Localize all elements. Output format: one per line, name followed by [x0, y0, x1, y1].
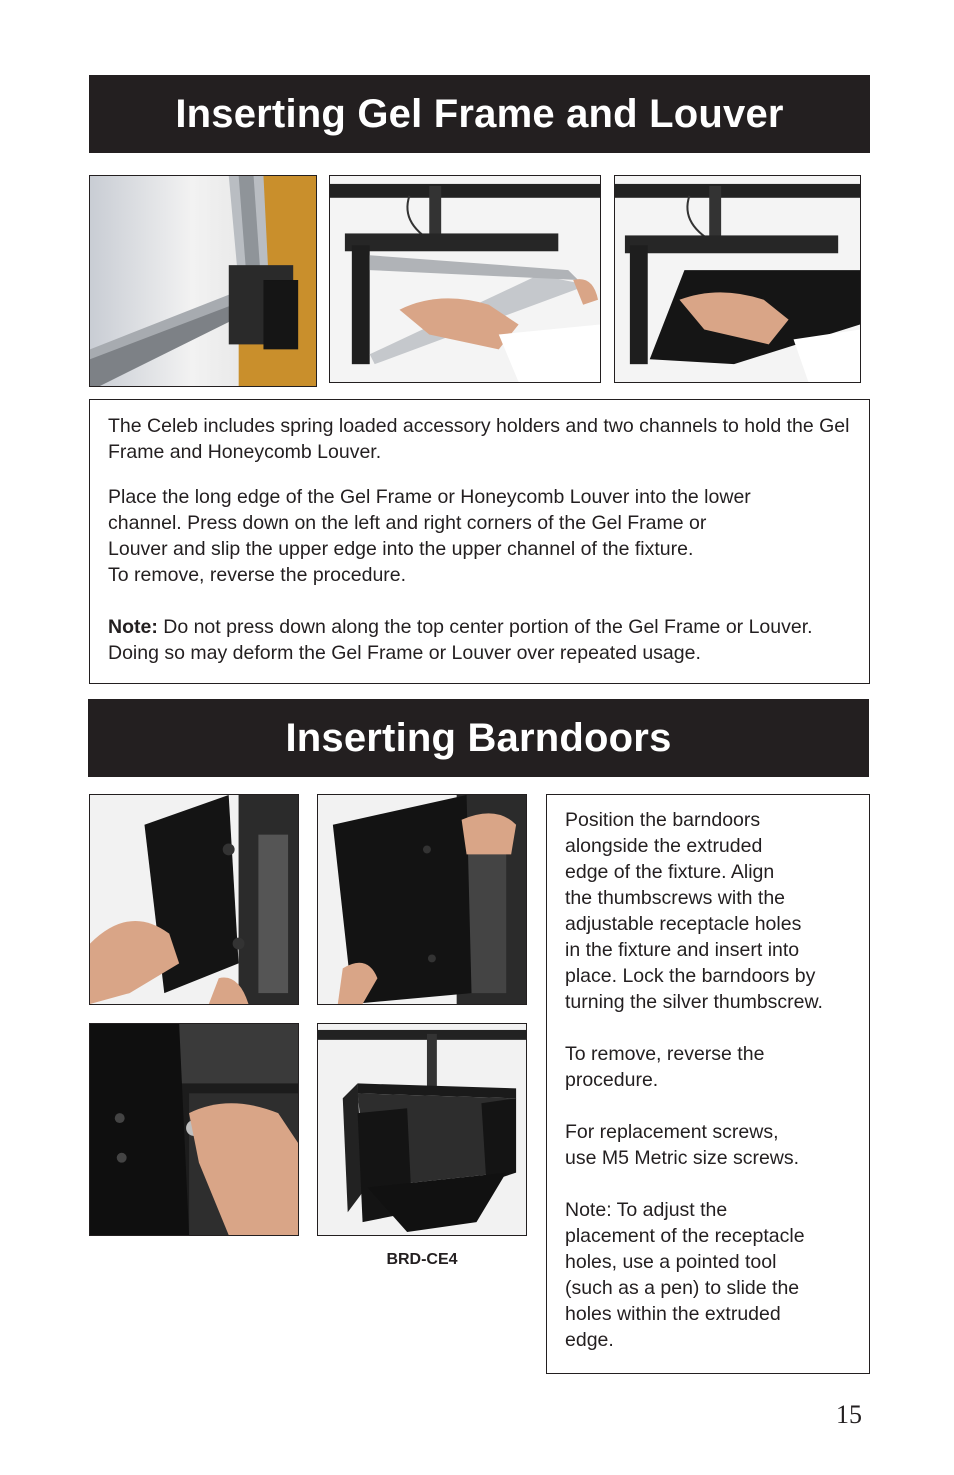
- barndoor-instructions: [546, 794, 870, 1374]
- procedure-paragraph: [108, 484, 851, 588]
- barndoor-screws: For replacement screws, use M5 Metric size screws.: [565, 1121, 800, 1169]
- procedure-line: Place the long edge of the Gel Frame or Honeycomb Louver into the lower: [108, 486, 751, 508]
- barndoor-step: Position the barndoors alongside the extruded edge of the fixture. Align the thumbscrews with the adjustable receptacle holes in the fixture and insert into place. Lock the barndoors by turning the silver thumbscrew.: [565, 809, 823, 1013]
- procedure-line: To remove, reverse the procedure.: [108, 564, 407, 586]
- procedure-line: Louver and slip the upper edge into the upper channel of the fixture.: [108, 538, 694, 560]
- note-paragraph: [108, 614, 851, 666]
- photo-gel-frame-corner: [89, 175, 317, 387]
- gel-frame-instructions: [89, 399, 870, 684]
- section-title-barndoors: Inserting Barndoors: [88, 699, 869, 777]
- barndoor-model-caption: BRD-CE4: [386, 1251, 458, 1268]
- barndoor-remove: To remove, reverse the procedure.: [565, 1043, 765, 1091]
- intro-paragraph: The Celeb includes spring loaded accessory holders and two channels to hold the Gel Frame and Honeycomb Louver.: [108, 415, 850, 463]
- photo-barndoor-assembled: [317, 1023, 527, 1236]
- section-title-gel-frame: Inserting Gel Frame and Louver: [89, 75, 870, 153]
- note-text: Do not press down along the top center portion of the Gel Frame or Louver. Doing so may deform the Gel Frame or Louver over repeated usage.: [108, 616, 813, 664]
- note-label: Note:: [108, 616, 158, 638]
- photo-inserting-gel-frame: [329, 175, 601, 383]
- page-number: 15: [836, 1400, 862, 1429]
- barndoor-note: Note: To adjust the placement of the receptacle holes, use a pointed tool (such as a pen) to slide the holes within the extruded edge.: [565, 1199, 805, 1351]
- photo-barndoor-thumbscrew: [89, 1023, 299, 1236]
- photo-barndoor-position: [89, 794, 299, 1005]
- photo-inserting-louver: [614, 175, 861, 383]
- photo-barndoor-align: [317, 794, 527, 1005]
- procedure-line: channel. Press down on the left and right corners of the Gel Frame or: [108, 512, 707, 534]
